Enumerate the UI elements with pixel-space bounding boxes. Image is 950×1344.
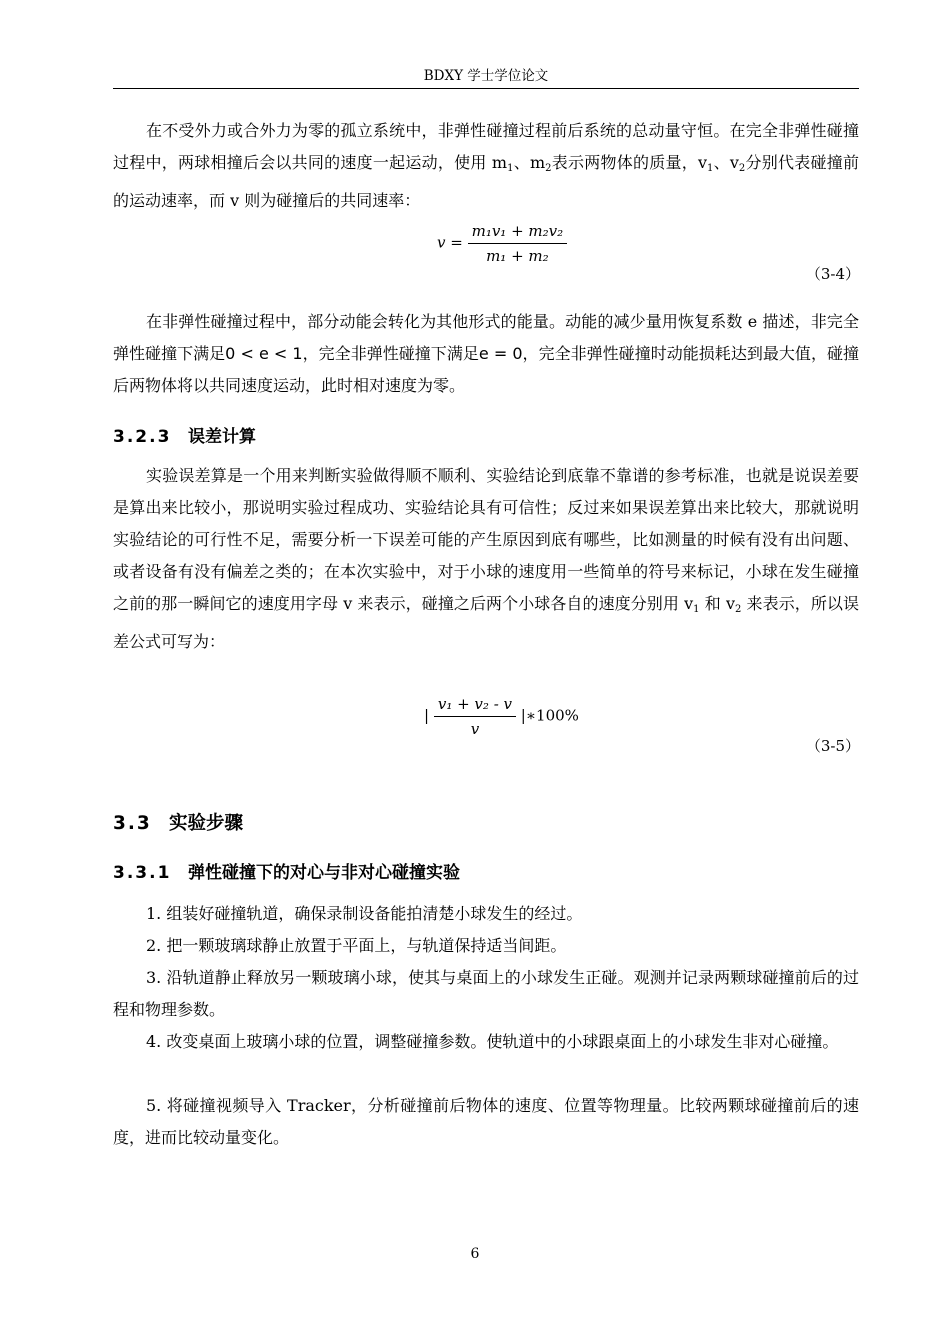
- heading-3-3-1-number: 3.3.1: [113, 863, 172, 883]
- heading-3-3-number: 3.3: [113, 813, 152, 834]
- equation-3-4: [437, 222, 567, 265]
- p1-sub-4: 2: [738, 163, 746, 174]
- paragraph-momentum: [113, 115, 859, 217]
- p1-text-c: 表示两物体的质量，v: [551, 153, 707, 172]
- p2-text-b: ，完全非弹性碰撞下满足: [302, 344, 479, 363]
- heading-3-3-title: 实验步骤: [169, 813, 244, 834]
- p2-text-c: ，完全非弹性碰撞时动能损耗达到最大值，碰撞后两物体将以共同速度运动，此时相对速度为零。: [113, 344, 859, 395]
- heading-3-3-1: [113, 861, 859, 885]
- step-4: 4. 改变桌面上玻璃小球的位置，调整碰撞参数。使轨道中的小球跟桌面上的小球发生非对心碰撞。: [146, 1032, 839, 1051]
- eq34-numerator: m₁v₁ + m₂v₂: [468, 222, 568, 244]
- step-2: 2. 把一颗玻璃球静止放置于平面上，与轨道保持适当间距。: [146, 936, 567, 955]
- p1-text-d: 、v: [713, 153, 739, 172]
- p1-sub-3: 1: [707, 163, 714, 174]
- paragraph-error-calc: [113, 460, 859, 658]
- p3-text-a: 实验误差算是一个用来判断实验做得顺不顺利、实验结论到底靠不靠谱的参考标准，也就是说误差要是算出来比较小，那说明实验过程成功、实验结论具有可信性；反过来如果误差算出来比较大，那就说明实验结论的可行性不足，需要分析一下误差可能的产生原因到底有哪些，比如测量的时候有没有出问题、或者设备有没有偏差之类的；在本次实验中，对于小球的速度用一些简单的符号来标记，小球在发生碰撞之前的那一瞬间它的速度用字母 v 来表示，碰撞之后两个小球各自的速度分别用 v: [113, 466, 859, 613]
- running-header: BDXY 学士学位论文: [423, 68, 549, 84]
- step-1: 1. 组装好碰撞轨道，确保录制设备能拍清楚小球发生的经过。: [146, 904, 583, 923]
- eq34-lhs: v =: [437, 233, 463, 252]
- equation-label-3-4: （3-4）: [805, 265, 860, 283]
- eq34-denominator: m₁ + m₂: [486, 247, 549, 265]
- heading-3-2-3: [113, 425, 859, 449]
- eq35-numerator: v₁ + v₂ - v: [434, 695, 516, 717]
- eq35-rhs: |∗100%: [520, 706, 579, 725]
- p3-sub-2: 2: [735, 604, 742, 615]
- heading-3-2-3-number: 3.2.3: [113, 427, 172, 447]
- step-3: 3. 沿轨道静止释放另一颗玻璃小球，使其与桌面上的小球发生正碰。观测并记录两颗球碰撞前后的过程和物理参数。: [113, 968, 859, 1019]
- p1-text-b: 、m: [513, 153, 546, 172]
- eq35-bar-left: |: [424, 706, 430, 725]
- p2-text-a: 在非弹性碰撞过程中，部分动能会转化为其他形式的能量。动能的减少量用恢复系数 e 描述，非完全弹性碰撞下满足: [113, 312, 859, 363]
- eq35-fraction: [434, 695, 516, 738]
- paragraph-restitution: [113, 306, 859, 402]
- header-rule: [113, 88, 859, 89]
- p2-math-2: e = 0: [478, 344, 523, 363]
- p1-sub-1: 1: [507, 163, 514, 174]
- p3-text-b: 和 v: [699, 594, 735, 613]
- heading-3-3-1-title: 弹性碰撞下的对心与非对心碰撞实验: [188, 863, 460, 883]
- eq34-fraction: [468, 222, 568, 265]
- heading-3-2-3-title: 误差计算: [188, 427, 256, 447]
- p2-math-1: 0 < e < 1: [225, 344, 303, 363]
- p1-text-a: 在不受外力或合外力为零的孤立系统中，非弹性碰撞过程前后系统的总动量守恒。在完全非弹性碰撞过程中，两球相撞后会以共同的速度一起运动，使用 m: [113, 121, 859, 172]
- p3-text-c: 来表示，所以误差公式可写为：: [113, 594, 859, 651]
- heading-3-3: [113, 812, 859, 836]
- equation-label-3-5: （3-5）: [805, 737, 860, 755]
- page-number: 6: [470, 1246, 480, 1262]
- p1-sub-2: 2: [545, 163, 552, 174]
- equation-3-5: [424, 695, 579, 738]
- p1-text-e: 分别代表碰撞前的运动速率，而 v 则为碰撞后的共同速率：: [113, 153, 859, 210]
- eq35-denominator: v: [470, 720, 480, 738]
- p3-sub-1: 1: [693, 604, 700, 615]
- step-5: 5. 将碰撞视频导入 Tracker，分析碰撞前后物体的速度、位置等物理量。比较两颗球碰撞前后的速度，进而比较动量变化。: [113, 1096, 859, 1147]
